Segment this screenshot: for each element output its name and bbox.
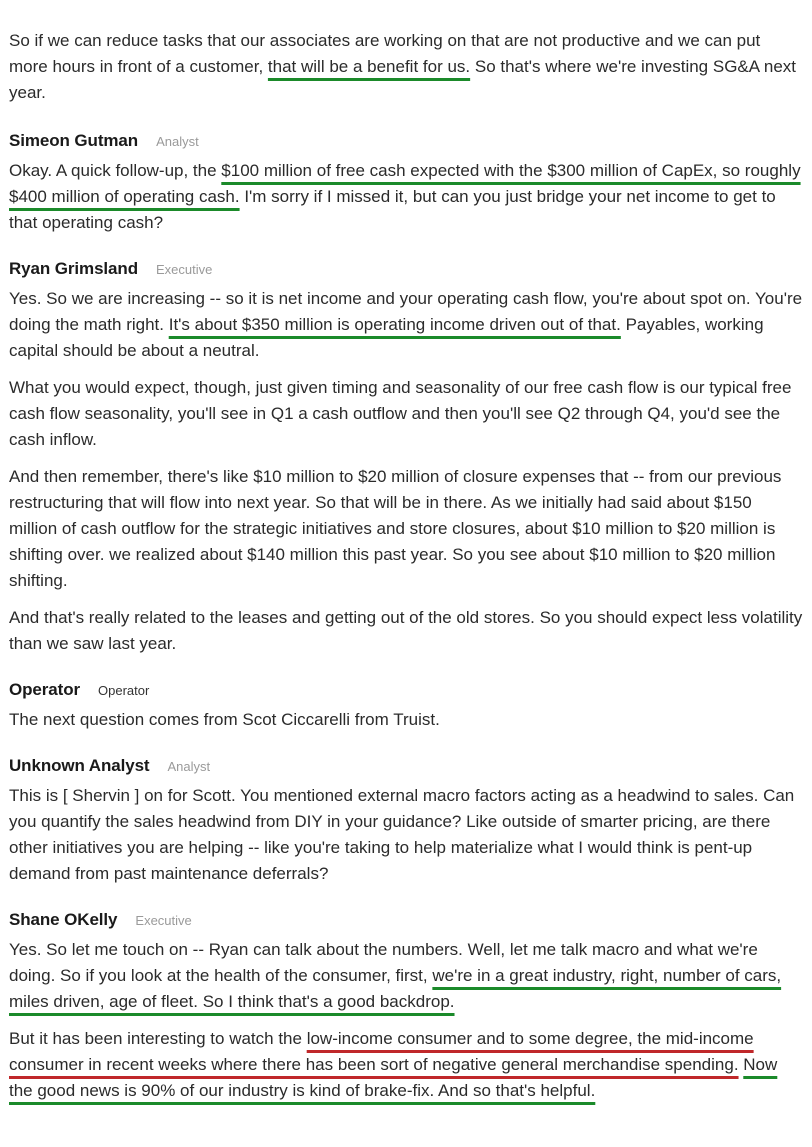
speaker-role: Executive	[135, 913, 192, 928]
speaker-name: Operator	[9, 680, 80, 699]
speaker-role: Operator	[98, 683, 150, 698]
speaker-role: Executive	[155, 262, 213, 277]
speaker-header	[9, 131, 803, 153]
transcript-paragraph	[9, 286, 803, 364]
transcript-paragraph: And that's really related to the leases and getting out of the old stores. So you should expect less volatility than we saw last year.	[9, 608, 803, 653]
highlight-positive: that will be a benefit for us.	[267, 57, 471, 76]
transcript-paragraph	[9, 937, 803, 1015]
paragraph-text: Yes. So we are increasing -- so it is net income and your operating cash flow, you're about spot on. You're doing the math right.	[9, 289, 803, 334]
highlight-negative: low-income consumer and to some degree, the mid-income consumer in recent weeks where there has been sort of negative general merchandise spending.	[9, 1029, 754, 1074]
highlight-positive: $100 million of free cash expected with the $300 million of CapEx, so roughly $400 million of operating cash.	[9, 161, 801, 206]
transcript-paragraph: This is [ Shervin ] on for Scott. You mentioned external macro factors acting as a headwind to sales. Can you quantify the sales headwind from DIY in your guidance? Like outside of smarter pricing, are there other initiatives you are helping -- like you're taking to help materialize what I would think is pent-up demand from past maintenance deferrals?	[9, 786, 795, 883]
paragraph-text: Okay. A quick follow-up, the	[9, 161, 222, 180]
transcript-paragraph: What you would expect, though, just given timing and seasonality of our free cash flow is our typical free cash flow seasonality, you'll see in Q1 a cash outflow and then you'll see Q2 through Q4, you'd see the cash inflow.	[9, 378, 792, 449]
speaker-header	[9, 259, 803, 281]
paragraph-text: Yes. So let me touch on -- Ryan can talk about the numbers. Well, let me talk macro and what we're doing. So if you look at the health of the consumer, first,	[9, 940, 758, 985]
speaker-name: Unknown Analyst	[9, 756, 150, 775]
transcript-paragraph: And then remember, there's like $10 million to $20 million of closure expenses that -- from our previous restructuring that will flow into next year. So that will be in there. As we initially had said about $150 million of cash outflow for the strategic initiatives and store closures, about $10 million to $20 million is shifting over. we realized about $140 million this past year. So you see about $10 million to $20 million shifting.	[9, 467, 782, 590]
highlight-positive: It's about $350 million is operating income driven out of that.	[168, 315, 621, 334]
speaker-name: Shane OKelly	[9, 910, 118, 929]
speaker-role: Analyst	[167, 759, 211, 774]
highlight-positive: Now the good news is 90% of our industry is kind of brake-fix. And so that's helpful.	[9, 1055, 778, 1100]
speaker-role: Analyst	[156, 134, 199, 149]
transcript	[9, 0, 803, 1104]
speaker-header	[9, 910, 803, 932]
paragraph-text: Payables, working capital should be about a neutral.	[9, 315, 764, 360]
speaker-name: Ryan Grimsland	[9, 259, 138, 278]
speaker-header	[9, 680, 803, 702]
transcript-paragraph	[9, 1026, 803, 1104]
paragraph-text: So that's where we're investing SG&A next year.	[9, 57, 797, 102]
transcript-paragraph: The next question comes from Scot Ciccarelli from Truist.	[9, 710, 440, 729]
transcript-paragraph	[9, 28, 803, 106]
highlight-positive: we're in a great industry, right, number of cars, miles driven, age of fleet. So I think that's a good backdrop.	[9, 966, 782, 1011]
paragraph-text: But it has been interesting to watch the	[9, 1029, 307, 1048]
paragraph-text: So if we can reduce tasks that our associates are working on that are not productive and we can put more hours in front of a customer,	[9, 31, 761, 76]
speaker-header	[9, 756, 803, 778]
paragraph-text: I'm sorry if I missed it, but can you just bridge your net income to get to that operating cash?	[9, 187, 776, 232]
speaker-name: Simeon Gutman	[9, 131, 139, 150]
transcript-paragraph	[9, 158, 803, 236]
